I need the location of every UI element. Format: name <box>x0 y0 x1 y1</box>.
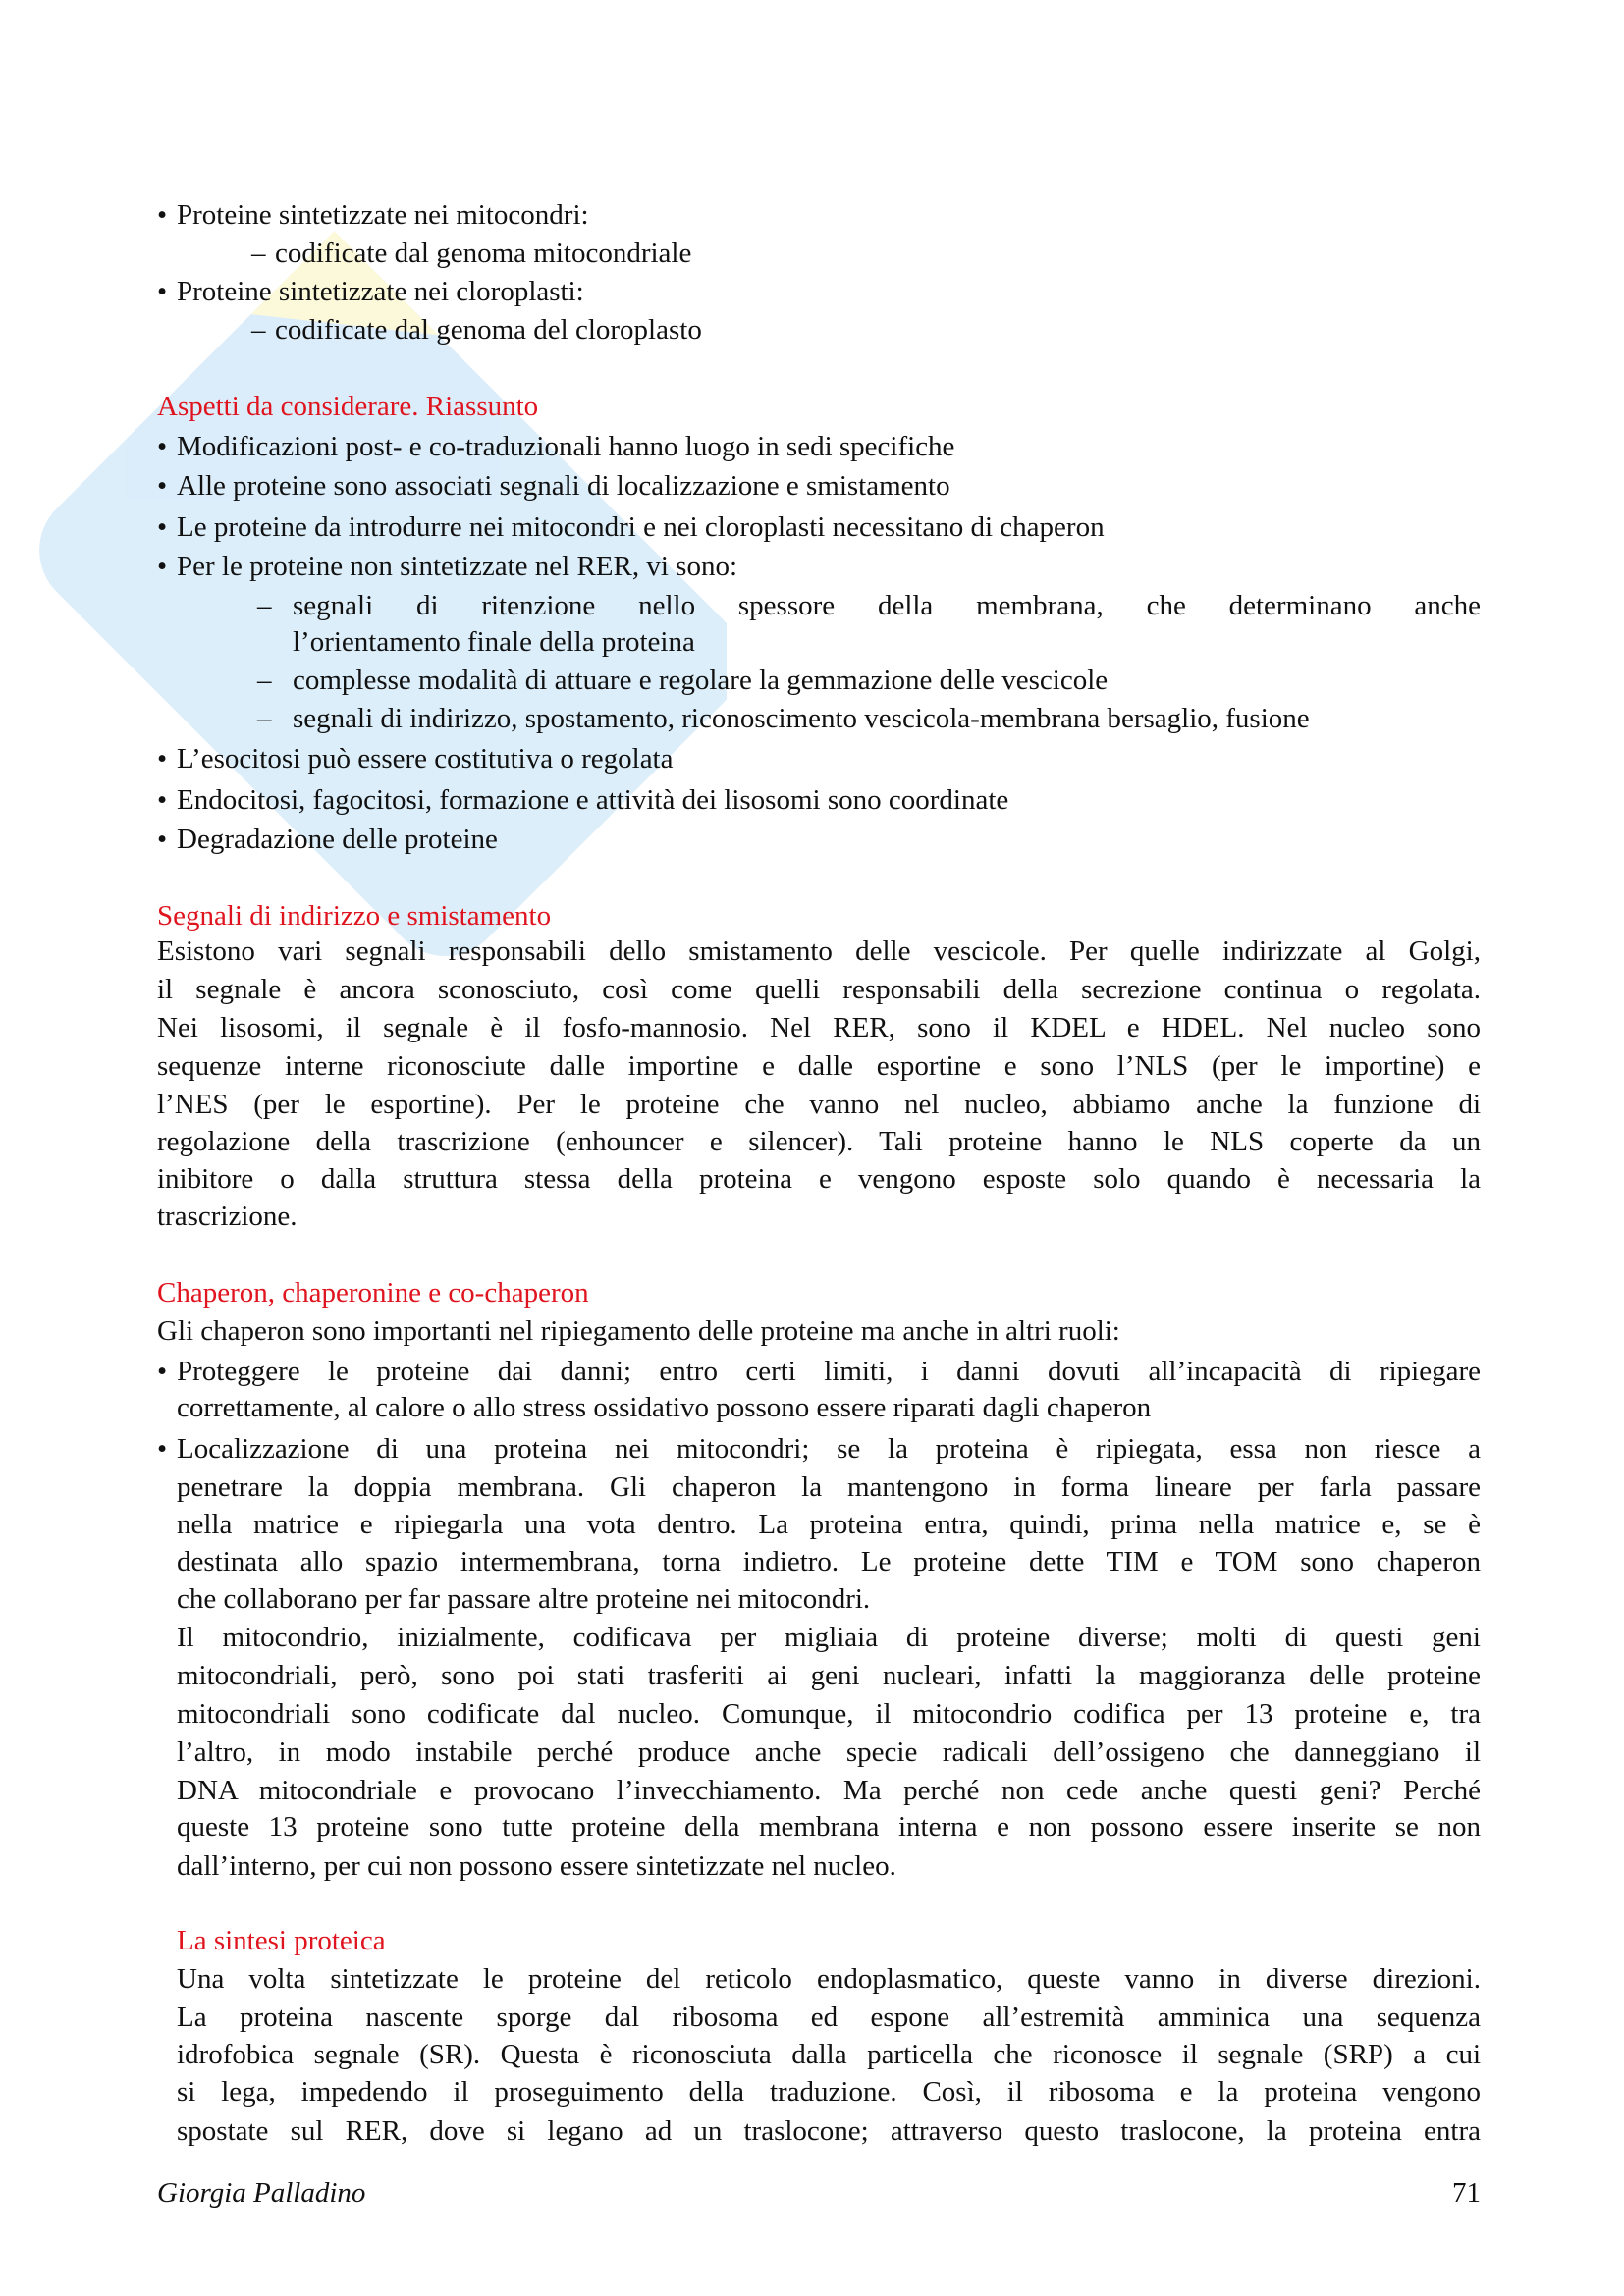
paragraph-line: queste 13 proteine sono tutte proteine della membrana interna e non possono essere inserite se non <box>177 1811 1481 1842</box>
paragraph-line: Gli chaperon sono importanti nel ripiegamento delle proteine ma anche in altri ruoli: <box>157 1315 1120 1347</box>
dash-icon: – <box>257 590 272 621</box>
bullet-item: Per le proteine non sintetizzate nel RER, vi sono: <box>177 551 738 582</box>
bullet-item-continued: destinata allo spazio intermembrana, torna indietro. Le proteine dette TIM e TOM sono chaperon <box>177 1546 1481 1577</box>
bullet-icon: • <box>157 199 168 231</box>
sub-item: codificate dal genoma mitocondriale <box>275 238 692 269</box>
section-heading: La sintesi proteica <box>177 1925 386 1956</box>
paragraph-line: mitocondriali sono codificate dal nucleo. Comunque, il mitocondrio codifica per 13 proteine e, tra <box>177 1698 1481 1730</box>
paragraph-line: regolazione della trascrizione (enhouncer e silencer). Tali proteine hanno le NLS coperte da un <box>157 1126 1481 1157</box>
bullet-item-continued: che collaborano per far passare altre proteine nei mitocondri. <box>177 1583 871 1615</box>
footer-author: Giorgia Palladino <box>157 2177 366 2209</box>
paragraph-line: l’NES (per le esportine). Per le proteine che vanno nel nucleo, abbiamo anche la funzione di <box>157 1089 1481 1120</box>
bullet-item: Modificazioni post- e co-traduzionali hanno luogo in sedi specifiche <box>177 431 955 462</box>
dash-icon: – <box>251 238 266 269</box>
bullet-item-continued: penetrare la doppia membrana. Gli chaperon la mantengono in forma lineare per farla passare <box>177 1471 1481 1503</box>
bullet-item: Degradazione delle proteine <box>177 824 498 855</box>
paragraph-line: Il mitocondrio, inizialmente, codificava per migliaia di proteine diverse; molti di questi geni <box>177 1622 1481 1653</box>
bullet-item: L’esocitosi può essere costitutiva o regolata <box>177 743 674 774</box>
sub-item: segnali di ritenzione nello spessore della membrana, che determinano anche <box>293 590 1481 621</box>
bullet-item: Alle proteine sono associati segnali di localizzazione e smistamento <box>177 470 950 502</box>
dash-icon: – <box>257 665 272 696</box>
paragraph-line: DNA mitocondriale e provocano l’invecchiamento. Ma perché non cede anche questi geni? Perché <box>177 1775 1481 1806</box>
bullet-icon: • <box>157 784 168 816</box>
sub-item: codificate dal genoma del cloroplasto <box>275 314 702 346</box>
paragraph-line: trascrizione. <box>157 1201 298 1232</box>
bullet-item: Proteine sintetizzate nei cloroplasti: <box>177 276 584 307</box>
paragraph-line: si lega, impedendo il proseguimento della traduzione. Così, il ribosoma e la proteina vengono <box>177 2076 1481 2108</box>
bullet-icon: • <box>157 511 168 543</box>
bullet-item-continued: correttamente, al calore o allo stress ossidativo possono essere riparati dagli chaperon <box>177 1392 1152 1423</box>
paragraph-line: sequenze interne riconosciute dalle importine e dalle esportine e sono l’NLS (per le importine) e <box>157 1050 1481 1082</box>
bullet-item: Proteggere le proteine dai danni; entro certi limiti, i danni dovuti all’incapacità di ripiegare <box>177 1356 1481 1387</box>
paragraph-line: dall’interno, per cui non possono essere sintetizzate nel nucleo. <box>177 1850 896 1882</box>
paragraph-line: Una volta sintetizzate le proteine del reticolo endoplasmatico, queste vanno in diverse direzioni. <box>177 1963 1481 1995</box>
bullet-item: Localizzazione di una proteina nei mitocondri; se la proteina è ripiegata, essa non riesce a <box>177 1433 1481 1465</box>
paragraph-line: idrofobica segnale (SR). Questa è riconosciuta dalla particella che riconosce il segnale (SRP) a cui <box>177 2039 1481 2070</box>
section-heading: Chaperon, chaperonine e co-chaperon <box>157 1277 589 1308</box>
section-heading: Segnali di indirizzo e smistamento <box>157 900 552 932</box>
bullet-icon: • <box>157 276 168 307</box>
bullet-item: Proteine sintetizzate nei mitocondri: <box>177 199 589 231</box>
bullet-icon: • <box>157 1433 168 1465</box>
paragraph-line: La proteina nascente sporge dal ribosoma ed espone all’estremità amminica una sequenza <box>177 2002 1481 2033</box>
page-number: 71 <box>1452 2177 1481 2209</box>
bullet-icon: • <box>157 551 168 582</box>
bullet-icon: • <box>157 470 168 502</box>
section-heading: Aspetti da considerare. Riassunto <box>157 391 539 422</box>
paragraph-line: inibitore o dalla struttura stessa della proteina e vengono esposte solo quando è necessaria la <box>157 1163 1481 1195</box>
paragraph-line: Nei lisosomi, il segnale è il fosfo-mannosio. Nel RER, sono il KDEL e HDEL. Nel nucleo sono <box>157 1012 1481 1043</box>
sub-item: complesse modalità di attuare e regolare la gemmazione delle vescicole <box>293 665 1109 696</box>
paragraph-line: spostate sul RER, dove si legano ad un traslocone; attraverso questo traslocone, la proteina entra <box>177 2115 1481 2147</box>
bullet-item: Le proteine da introdurre nei mitocondri e nei cloroplasti necessitano di chaperon <box>177 511 1105 543</box>
bullet-icon: • <box>157 824 168 855</box>
dash-icon: – <box>257 703 272 734</box>
bullet-icon: • <box>157 431 168 462</box>
dash-icon: – <box>251 314 266 346</box>
paragraph-line: il segnale è ancora sconosciuto, così come quelli responsabili della secrezione continua o regolata. <box>157 974 1481 1005</box>
bullet-item-continued: nella matrice e ripiegarla una vota dentro. La proteina entra, quindi, prima nella matrice e, se è <box>177 1509 1481 1540</box>
sub-item: segnali di indirizzo, spostamento, riconoscimento vescicola-membrana bersaglio, fusione <box>293 703 1310 734</box>
paragraph-line: mitocondriali, però, sono poi stati trasferiti ai geni nucleari, infatti la maggioranza delle proteine <box>177 1660 1481 1691</box>
bullet-item: Endocitosi, fagocitosi, formazione e attività dei lisosomi sono coordinate <box>177 784 1009 816</box>
bullet-icon: • <box>157 1356 168 1387</box>
paragraph-line: l’altro, in modo instabile perché produce anche specie radicali dell’ossigeno che danneggiano il <box>177 1736 1481 1768</box>
sub-item-continued: l’orientamento finale della proteina <box>293 626 695 658</box>
paragraph-line: Esistono vari segnali responsabili dello smistamento delle vescicole. Per quelle indirizzate al Golgi, <box>157 935 1481 967</box>
bullet-icon: • <box>157 743 168 774</box>
